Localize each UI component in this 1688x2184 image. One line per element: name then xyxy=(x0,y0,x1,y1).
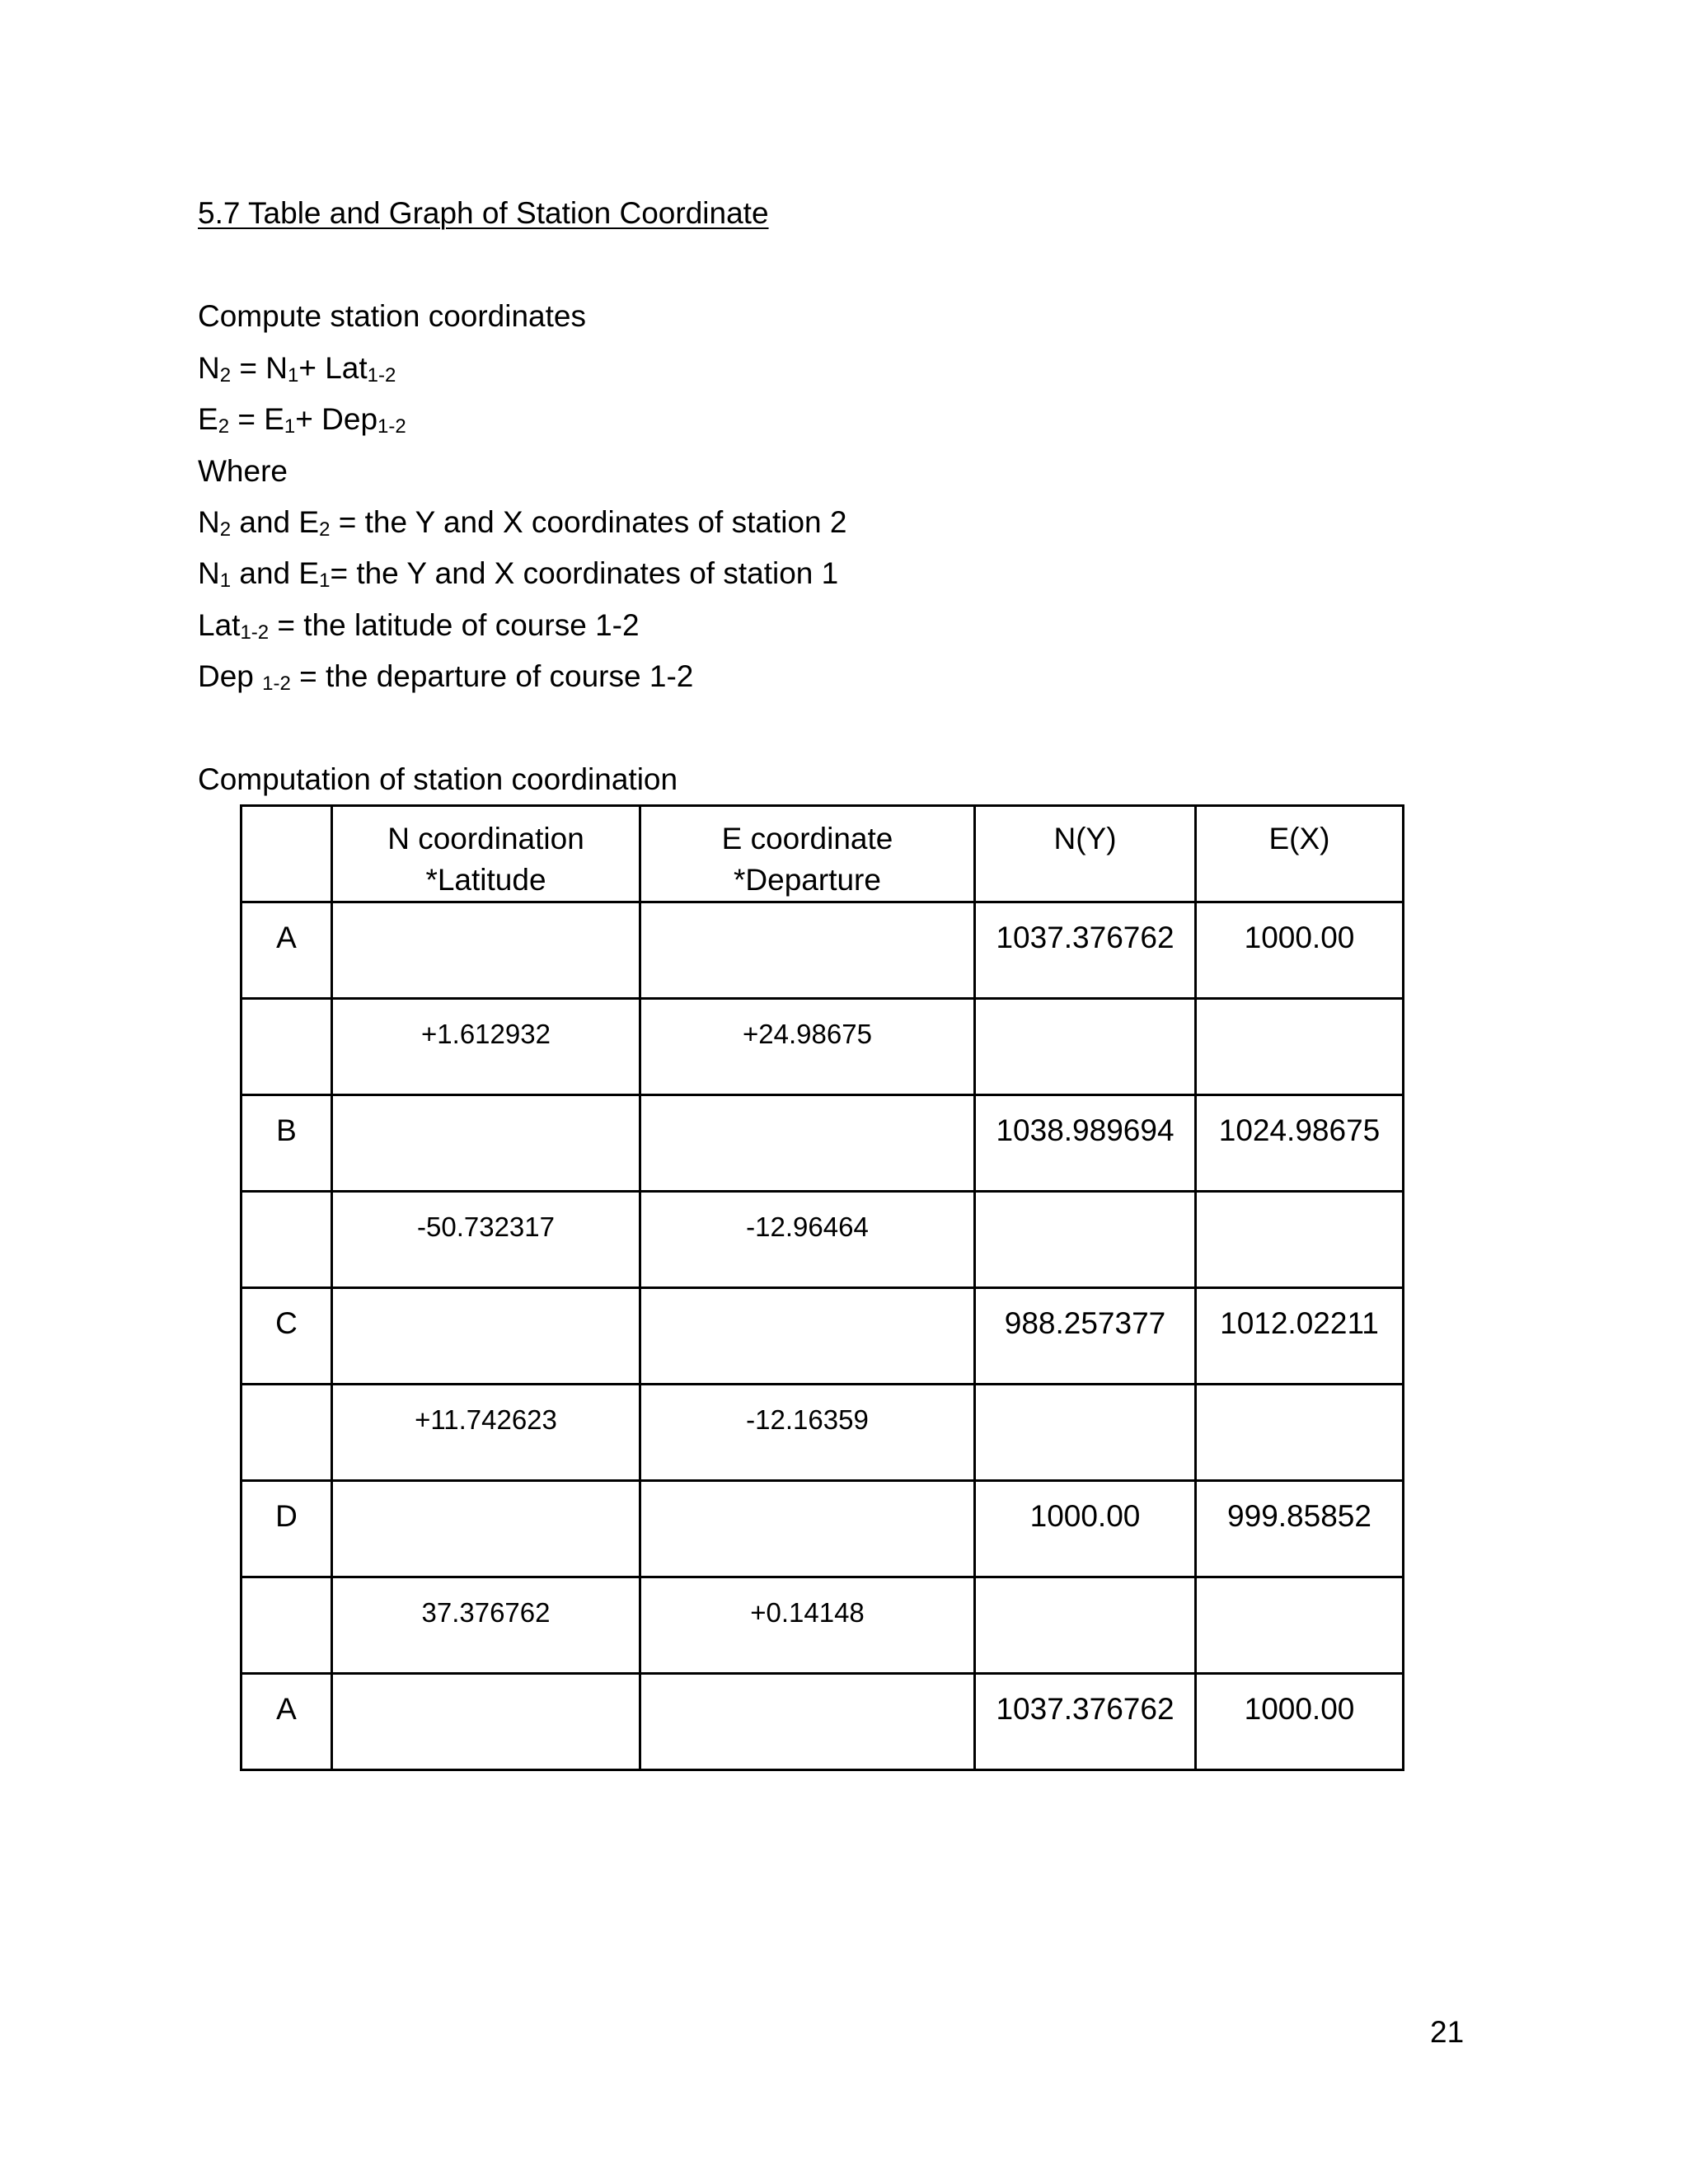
latitude-cell xyxy=(332,1481,640,1577)
easting-cell xyxy=(1196,1192,1404,1288)
departure-cell xyxy=(640,1095,975,1192)
easting-cell xyxy=(1196,1385,1404,1481)
table-row xyxy=(241,999,1404,1095)
page-number: 21 xyxy=(1430,2015,1465,2049)
table-row xyxy=(241,1481,1404,1577)
easting-cell: 1024.98675 xyxy=(1196,1095,1404,1192)
station-cell: D xyxy=(241,1481,332,1577)
departure-cell xyxy=(640,1288,975,1385)
easting-cell: 1000.00 xyxy=(1196,1674,1404,1770)
station-cell xyxy=(241,1385,332,1481)
latitude-cell: +1.612932 xyxy=(332,999,640,1095)
station-cell: C xyxy=(241,1288,332,1385)
departure-cell: +24.98675 xyxy=(640,999,975,1095)
latitude-cell: -50.732317 xyxy=(332,1192,640,1288)
header-latitude: N coordination *Latitude xyxy=(332,806,640,902)
station-cell: A xyxy=(241,1674,332,1770)
header-easting: E(X) xyxy=(1196,806,1404,902)
northing-cell: 1037.376762 xyxy=(975,902,1196,999)
definition-latitude: Lat$_{1-2}$ = the latitude of course 1-2 xyxy=(198,608,640,644)
table-caption: Computation of station coordination xyxy=(198,762,678,796)
easting-cell: 1012.02211 xyxy=(1196,1288,1404,1385)
station-cell: B xyxy=(241,1095,332,1192)
formula-northing: $N_2 = N_1+ Lat_{1-2}$ xyxy=(198,351,396,387)
departure-cell: -12.16359 xyxy=(640,1385,975,1481)
where-label: Where xyxy=(198,454,288,488)
header-northing: N(Y) xyxy=(975,806,1196,902)
definition-departure: Dep $_{1-2}$ = the departure of course 1-2 xyxy=(198,659,694,695)
table-row xyxy=(241,1577,1404,1674)
station-cell xyxy=(241,999,332,1095)
northing-cell xyxy=(975,1385,1196,1481)
northing-cell xyxy=(975,1192,1196,1288)
departure-cell xyxy=(640,1674,975,1770)
northing-cell xyxy=(975,1577,1196,1674)
easting-cell xyxy=(1196,999,1404,1095)
latitude-cell xyxy=(332,1288,640,1385)
intro-text: Compute station coordinates xyxy=(198,299,586,333)
latitude-cell: +11.742623 xyxy=(332,1385,640,1481)
header-station xyxy=(241,806,332,902)
latitude-cell xyxy=(332,1095,640,1192)
easting-cell: 999.85852 xyxy=(1196,1481,1404,1577)
latitude-cell xyxy=(332,1674,640,1770)
definition-station-1: $N_1$ and $E_1=$ the Y and X coordinates of station 1 xyxy=(198,556,839,592)
table-row xyxy=(241,902,1404,999)
departure-cell: -12.96464 xyxy=(640,1192,975,1288)
table-row xyxy=(241,1095,1404,1192)
northing-cell: 988.257377 xyxy=(975,1288,1196,1385)
station-coordinates-table xyxy=(240,804,1404,1771)
latitude-cell: 37.376762 xyxy=(332,1577,640,1674)
northing-cell: 1000.00 xyxy=(975,1481,1196,1577)
easting-cell xyxy=(1196,1577,1404,1674)
table-row xyxy=(241,1385,1404,1481)
departure-cell xyxy=(640,1481,975,1577)
departure-cell xyxy=(640,902,975,999)
latitude-cell xyxy=(332,902,640,999)
table-row xyxy=(241,1288,1404,1385)
header-departure: E coordinate *Departure xyxy=(640,806,975,902)
northing-cell xyxy=(975,999,1196,1095)
table-header-row xyxy=(241,806,1404,902)
northing-cell: 1037.376762 xyxy=(975,1674,1196,1770)
station-cell: A xyxy=(241,902,332,999)
station-cell xyxy=(241,1192,332,1288)
station-cell xyxy=(241,1577,332,1674)
table-row xyxy=(241,1674,1404,1770)
easting-cell: 1000.00 xyxy=(1196,902,1404,999)
table-row xyxy=(241,1192,1404,1288)
formula-easting: $E_2 = E_1+ Dep_{1-2}$ xyxy=(198,402,406,438)
northing-cell: 1038.989694 xyxy=(975,1095,1196,1192)
departure-cell: +0.14148 xyxy=(640,1577,975,1674)
definition-station-2: $N_2$ and $E_2$ = the Y and X coordinates of station 2 xyxy=(198,505,847,541)
section-heading: 5.7 Table and Graph of Station Coordinate xyxy=(198,196,769,230)
